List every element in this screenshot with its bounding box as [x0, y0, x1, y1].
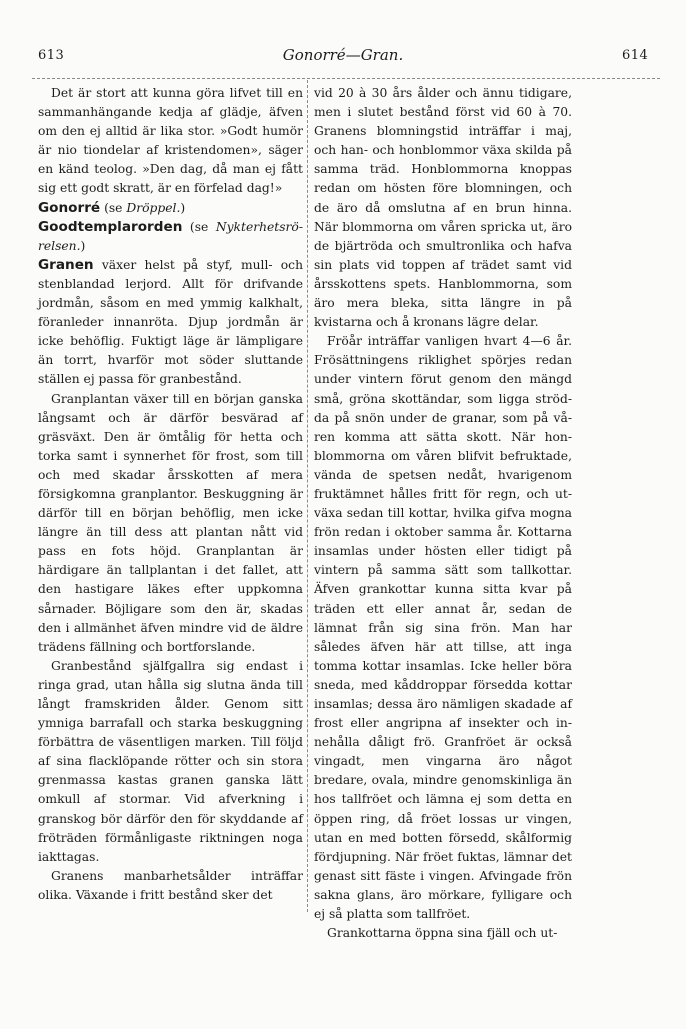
cross-reference: Nykterhetsrörelsen. — [38, 219, 303, 253]
running-title: Gonorré—Gran. — [282, 46, 404, 64]
entry-see-prefix: (se — [100, 200, 127, 215]
paragraph: vid 20 à 30 års ålder och ännu tidigare, men i slutet bestånd först vid 60 à 70. Granens blomningstid inträffar i maj, och han- och honblommor växa skilda på samma träd. Honblommorna knoppas redan om hösten före blomningen, och de äro då omslutna af en brun hinna. När blommorna om våren spricka ut, äro de bjärtröda och smultronlika och hafva sin plats vid toppen af trädet samt vid årsskottens spets. Hanblommorna, som äro mera bleka, sitta längre in på kvistarna och å kronans lägre delar. — [314, 86, 572, 330]
column-divider — [307, 80, 308, 912]
entry-text: växer helst på styf, mull- och stenblandad lerjord. Allt för drifvande jordmån, såsom en med ymmig kalkhalt, föranleder innanröta. Djup jordmån är icke behöflig. Fuktigt läge är lämpligare än torrt, hvarför mot söder sluttande ställen ej passa för granbestånd. — [38, 257, 303, 387]
encyclopedia-entry-gonorre — [38, 199, 303, 218]
left-column — [38, 84, 303, 905]
header-rule — [32, 78, 660, 79]
entry-see-suffix: ) — [180, 200, 186, 215]
cross-reference: Dröppel. — [126, 200, 181, 215]
encyclopedia-entry-granen — [38, 256, 303, 390]
entry-headword: Goodtemplarorden — [38, 218, 183, 235]
paragraph: Grankottarna öppna sina fjäll och ut- — [327, 926, 558, 941]
entry-headword: Granen — [38, 256, 94, 273]
page-number-left: 613 — [38, 48, 65, 63]
paragraph: Det är stort att kunna göra lifvet till en sammanhängande kedja af glädje, äfven om den ej alltid är lika stor. »Godt humör är nio tiondelar af kristendomen», säger en känd teolog. »Den dag, då man ej fått sig ett godt skratt, är en förfelad dag!» — [38, 86, 303, 196]
entry-headword: Gonorré — [38, 199, 101, 216]
paragraph: Granbestånd själfgallra sig endast i ringa grad, utan hålla sig slutna ända till långt framskriden ålder. Genom sitt ymniga barrafall och starka beskuggning förbättra de väsentligen marken. Till följd af sina flacklöpande rötter och sin stora grenmassa kastas granen ganska lätt omkull af stormar. Vid afverkning i granskog bör därför den för skyddande af fröträden förmånligaste riktningen noga iakttagas. — [38, 658, 303, 864]
paragraph: Fröår inträffar vanligen hvart 4—6 år. Frösättningens riklighet spörjes redan under vintern förut genom den mängd små, gröna skottändar, som ligga strödda på snön under de granar, som på våren komma att sätta skott. När honblommorna om våren blifvit befruktade, vända de spetsen nedåt, hvarigenom fruktämnet hålles fritt för regn, och utväxa sedan till kottar, hvilka gifva mogna frön redan i oktober samma år. Kottarna insamlas under hösten eller tidigt på vintern på samma sätt som tallkottar. Äfven grankottar kunna sitta kvar på träden ett eller annat år, sedan de lämnat från sig sina frön. Man har således äfven här att tillse, att inga tomma kottar insamlas. Icke heller böra sneda, med kåddroppar försedda kottar insamlas; dessa äro nämligen skadade af frost eller angripna af insekter och innehålla dåligt frö. Granfröet är också vingadt, men vingarna äro något bredare, ovala, mindre genomskinliga än hos tallfröet och lämna ej som detta en öppen ring, då fröet lossas ur vingen, utan en med botten försedd, skålformig fördjupning. När fröet fuktas, lämnar det genast sitt fäste i vingen. Afvingade frön sakna glans, äro mörkare, fylligare och ej så platta som tallfröet. — [314, 334, 572, 922]
page-header — [0, 44, 686, 68]
entry-see-suffix: ) — [80, 238, 86, 253]
paragraph: Granens manbarhetsålder inträffar olika. Växande i fritt bestånd sker det — [38, 868, 303, 902]
paragraph: Granplantan växer till en början ganska långsamt och är därför besvärad af gräsväxt. Den är ömtålig för hetta och torka samt i synnerhet för frost, som till och med skadar årsskotten af mera försigkomna granplantor. Beskuggning är därför till en början behöflig, men icke längre än till dess att plantan nått vid pass en fots höjd. Granplantan är härdigare än tallplantan i det fallet, att den hastigare läkes efter uppkomna sårnader. Böjligare som den är, skadas den i allmänhet äfven mindre vid de äldre trädens fällning och bortforslande. — [38, 391, 303, 654]
page-number-right: 614 — [622, 48, 649, 63]
entry-see-prefix: (se — [182, 219, 216, 234]
right-column — [314, 84, 572, 943]
encyclopedia-entry-goodtemplarorden — [38, 218, 303, 256]
